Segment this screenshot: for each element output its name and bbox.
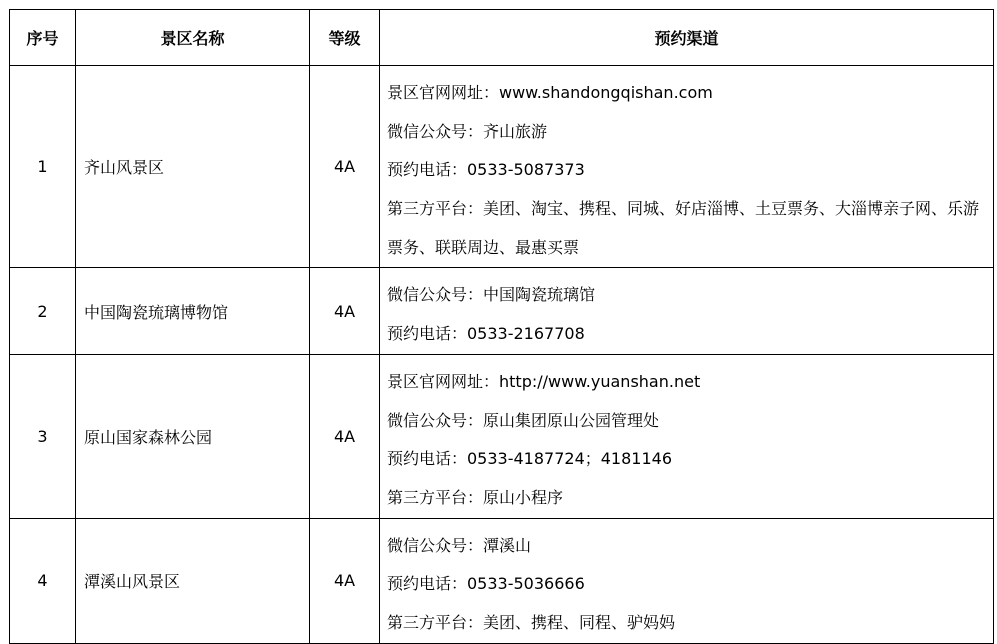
header-attraction-name: 景区名称 [76,10,310,66]
booking-channels [380,518,994,643]
booking-channels [380,268,994,354]
channel-third-party: 第三方平台：美团、淘宝、携程、同城、好店淄博、土豆票务、大淄博亲子网、乐游票务、联联周边、最惠买票 [387,199,980,257]
channel-wechat: 微信公众号：潭溪山 [387,535,532,555]
header-level: 等级 [310,10,380,66]
channel-website: 景区官网网址：www.shandongqishan.com [387,83,713,102]
row-number: 1 [10,66,76,268]
table-row [10,518,994,643]
attraction-name: 中国陶瓷琉璃博物馆 [76,268,310,354]
row-number: 2 [10,268,76,354]
channel-wechat: 微信公众号：原山集团原山公园管理处 [387,410,660,430]
channel-phone: 预约电话：0533-5087373 [387,160,585,180]
channel-third-party: 第三方平台：原山小程序 [387,487,564,507]
attraction-level: 4A [310,268,380,354]
table-row [10,268,994,354]
row-number: 3 [10,354,76,518]
booking-channels [380,66,994,268]
channel-third-party: 第三方平台：美团、携程、同程、驴妈妈 [387,612,676,632]
channel-phone: 预约电话：0533-4187724；4181146 [387,449,673,469]
attractions-table [9,9,994,644]
channel-website: 景区官网网址：http://www.yuanshan.net [387,371,701,391]
attraction-level: 4A [310,66,380,268]
header-row [10,10,994,66]
attraction-name: 原山国家森林公园 [76,354,310,518]
booking-channels [380,354,994,518]
channel-wechat: 微信公众号：中国陶瓷琉璃馆 [387,285,596,305]
header-number: 序号 [10,10,76,66]
header-booking-channels: 预约渠道 [380,10,994,66]
attraction-level: 4A [310,354,380,518]
table-row [10,354,994,518]
channel-wechat: 微信公众号：齐山旅游 [387,121,548,141]
attraction-name: 潭溪山风景区 [76,518,310,643]
channel-phone: 预约电话：0533-2167708 [387,324,585,344]
attraction-name: 齐山风景区 [76,66,310,268]
table-row [10,66,994,268]
row-number: 4 [10,518,76,643]
attraction-level: 4A [310,518,380,643]
channel-phone: 预约电话：0533-5036666 [387,574,585,594]
